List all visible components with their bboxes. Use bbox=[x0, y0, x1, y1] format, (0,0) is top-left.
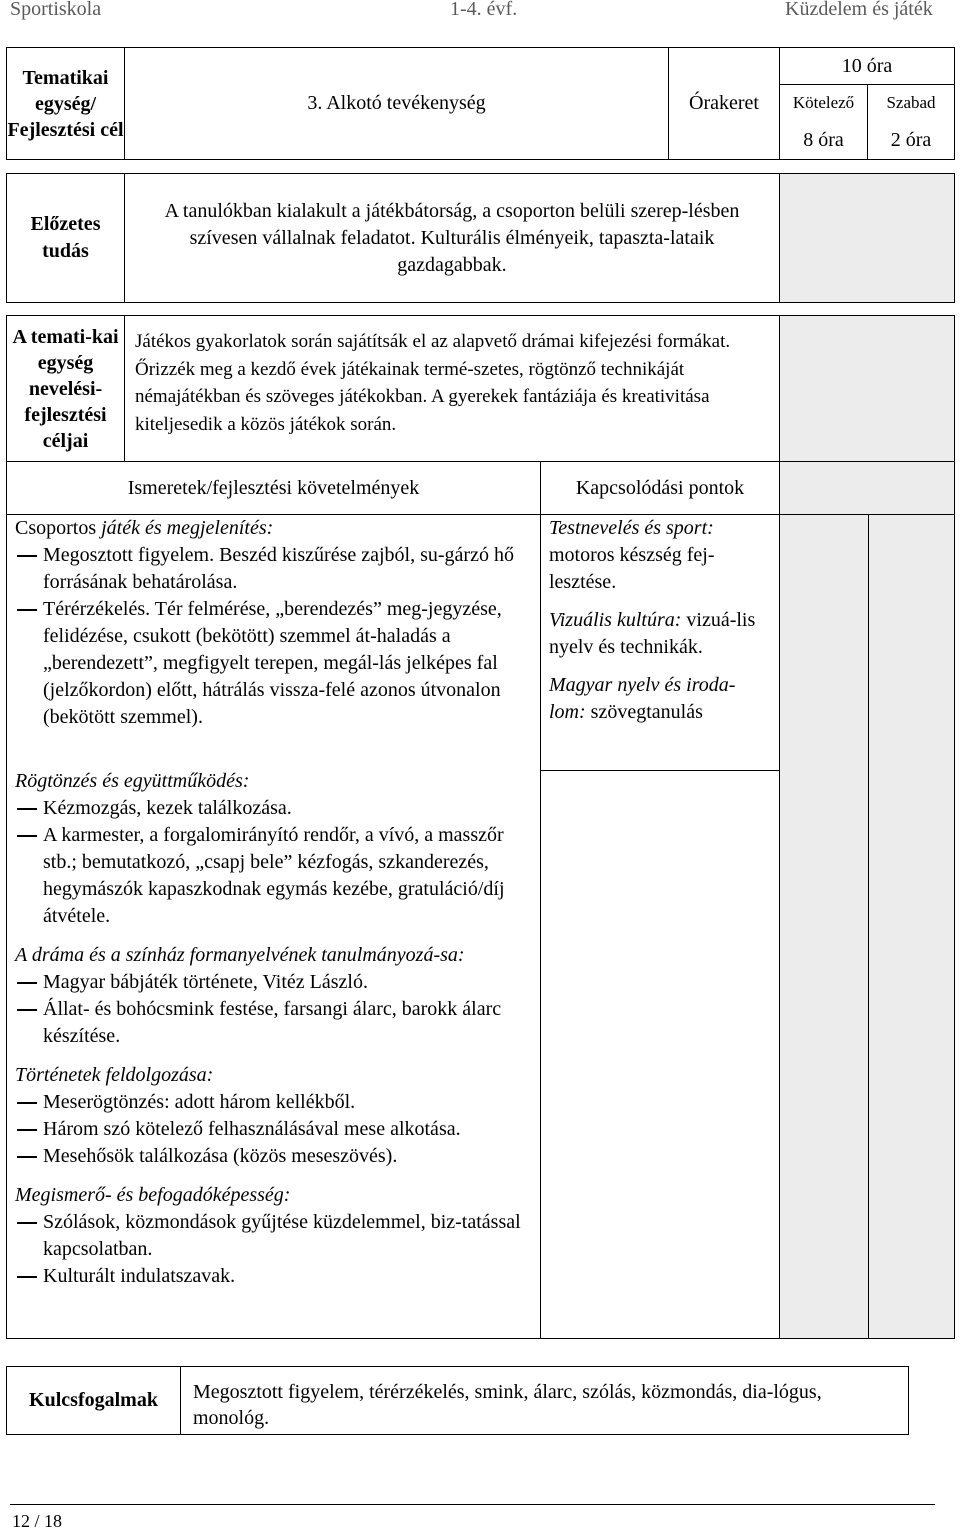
kapcsolodas-cell-bottom bbox=[540, 770, 780, 1339]
section-tortenetek bbox=[15, 1062, 532, 1170]
celok-text-cell bbox=[124, 315, 780, 462]
kulcsfogalmak-text: Megosztott figyelem, térérzékelés, smink, álarc, szólás, közmondás, dia-lógus, monológ. bbox=[193, 1381, 822, 1429]
list-item: Meserögtönzés: adott három kellékből. bbox=[15, 1089, 532, 1116]
hatched-cell bbox=[868, 514, 955, 1339]
kapcsolodas-text: motoros készség fej-lesztése. bbox=[549, 544, 715, 593]
section-rogtonzes bbox=[15, 768, 532, 930]
section-title: A dráma és a színház formanyelvének tanulmányozá-sa: bbox=[15, 944, 465, 966]
kapcsolodas-item bbox=[549, 607, 771, 661]
label-celok bbox=[6, 315, 125, 462]
kapcsolodas-subject: Testnevelés és sport: bbox=[549, 517, 714, 539]
list-item: Kulturált indulatszavak. bbox=[15, 1263, 532, 1290]
total-hours-cell bbox=[779, 47, 955, 85]
elozetes-text-cell bbox=[124, 173, 780, 303]
kulcsfogalmak-text-cell bbox=[180, 1366, 909, 1435]
kapcsolodas-item bbox=[549, 515, 771, 596]
list-item: Három szó kötelező felhasználásával mese alkotása. bbox=[15, 1116, 532, 1143]
kotelezo-label: Kötelező bbox=[792, 92, 855, 112]
ismeretek-header bbox=[6, 461, 541, 515]
szabad-label: Szabad bbox=[886, 92, 936, 112]
section-title bbox=[15, 515, 532, 542]
section-megismero bbox=[15, 1182, 532, 1290]
list-item: Állat- és bohócsmink festése, farsangi álarc, barokk álarc készítése. bbox=[15, 996, 532, 1050]
hatched-cell bbox=[779, 315, 955, 462]
label-tematikai-egyseg-text: Tematikai egység/ Fejlesztési cél bbox=[7, 66, 124, 141]
item-list bbox=[15, 1209, 532, 1290]
ismeretek-header-text: Ismeretek/fejlesztési követelmények bbox=[127, 476, 420, 499]
footer-page-number: 12 / 18 bbox=[12, 1511, 63, 1531]
item-list bbox=[15, 795, 532, 930]
unit-title: 3. Alkotó tevékenység bbox=[307, 92, 486, 114]
total-hours: 10 óra bbox=[841, 54, 893, 77]
szabad-cell bbox=[867, 84, 955, 160]
unit-title-cell bbox=[124, 47, 669, 160]
kapcsolodas-cell-top bbox=[540, 514, 780, 771]
list-item: Szólások, közmondások gyűjtése küzdelemmel, biz-tatással kapcsolatban. bbox=[15, 1209, 532, 1263]
kulcsfogalmak-label: Kulcsfogalmak bbox=[29, 1389, 158, 1411]
kapcsolodas-text: vizuá-lis nyelv és technikák. bbox=[549, 609, 756, 658]
list-item: Magyar bábjáték története, Vitéz László. bbox=[15, 969, 532, 996]
list-item: Kézmozgás, kezek találkozása. bbox=[15, 795, 532, 822]
list-item: Térérzékelés. Tér felmérése, „berendezés” meg-jegyzése, felidézése, csukott (bekötött) szemmel át-haladás a „berendezett”, megfigyelt terepen, megál-lás jelképes fal (jelzőkordon) előtt, hátrálás vissza-felé azonos útvonalon (bekötött szemmel). bbox=[15, 596, 532, 731]
orakeret-label: Órakeret bbox=[689, 92, 759, 114]
section-title: Rögtönzés és együttműködés: bbox=[15, 770, 250, 792]
label-celok-text: A temati-kai egység nevelési-fejlesztési céljai bbox=[12, 325, 119, 452]
section-title: Történetek feldolgozása: bbox=[15, 1064, 214, 1086]
header-right[interactable]: Küzdelem és játék bbox=[785, 0, 933, 20]
kapcsolodas-subject: Magyar nyelv és iroda-lom: bbox=[549, 674, 736, 723]
kapcsolodasi-header-text: Kapcsolódási pontok bbox=[575, 476, 745, 499]
hatched-cell bbox=[779, 514, 869, 1339]
kapcsolodas-subject: Vizuális kultúra: bbox=[549, 609, 682, 631]
ismeretek-cell bbox=[6, 514, 541, 1339]
kapcsolodas-item bbox=[549, 672, 771, 726]
item-list bbox=[15, 542, 532, 731]
section-title-plain: Csoportos bbox=[15, 517, 102, 539]
elozetes-text: A tanulókban kialakult a játékbátorság, a csoporton belüli szerep-lésben szívesen vállalnak feladatot. Kulturális élményeik, tapaszta-lataik gazdagabbak. bbox=[164, 199, 740, 276]
header-center[interactable]: 1-4. évf. bbox=[450, 0, 518, 20]
kotelezo-cell bbox=[779, 84, 868, 160]
section-title: Megismerő- és befogadóképesség: bbox=[15, 1184, 291, 1206]
label-elozetes-tudas-text: Előzetes tudás bbox=[30, 213, 101, 262]
list-item: A karmester, a forgalomirányító rendőr, a vívó, a masszőr stb.; bemutatkozó, „csapj bele” kézfogás, szkanderezés, hegymászók kapaszkodnak egymás kezébe, gratuláció/díj átvétele. bbox=[15, 822, 532, 930]
item-list bbox=[15, 969, 532, 1050]
section-csoportos bbox=[15, 515, 532, 731]
label-elozetes-tudas bbox=[6, 173, 125, 303]
label-tematikai-egyseg bbox=[6, 47, 125, 160]
szabad-hours: 2 óra bbox=[890, 128, 932, 151]
kulcsfogalmak-label-cell bbox=[6, 1366, 181, 1435]
kotelezo-hours: 8 óra bbox=[803, 128, 844, 151]
item-list bbox=[15, 1089, 532, 1170]
hatched-cell bbox=[779, 461, 955, 515]
kapcsolodas-text: szövegtanulás bbox=[585, 701, 703, 723]
section-drama bbox=[15, 942, 532, 1050]
header-left[interactable]: Sportiskola bbox=[10, 0, 102, 20]
orakeret-cell bbox=[668, 47, 780, 160]
footer-rule bbox=[10, 1504, 935, 1505]
kapcsolodasi-header bbox=[540, 461, 780, 515]
list-item: Mesehősök találkozása (közös meseszövés). bbox=[15, 1143, 532, 1170]
section-title-italic: játék és megjelenítés: bbox=[101, 517, 274, 539]
list-item: Megosztott figyelem. Beszéd kiszűrése zajból, su-gárzó hő forrásának behatárolása. bbox=[15, 542, 532, 596]
hatched-cell bbox=[779, 173, 955, 303]
celok-text: Játékos gyakorlatok során sajátítsák el az alapvető drámai kifejezési formákat. Őrizzék meg a kezdő évek játékainak termé-szetes, rögtönző technikáját némajátékban és szöveges játékokban. A gyerekek fantáziája és kreativitása kiteljesedik a közös játékok során. bbox=[135, 331, 731, 435]
